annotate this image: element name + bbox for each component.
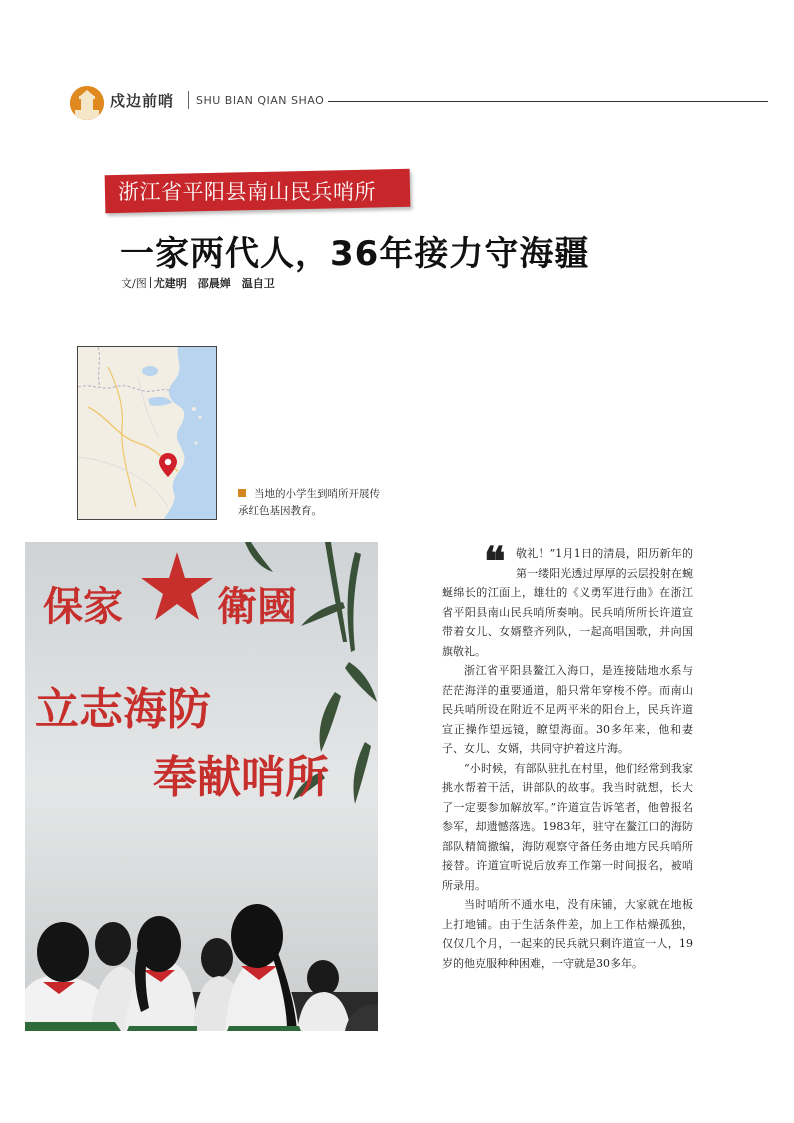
section-divider <box>188 91 189 109</box>
location-map <box>77 346 217 520</box>
wall-slogan-1: 保家 <box>43 584 123 630</box>
wall-slogan-2: 衛國 <box>217 584 297 630</box>
byline-label: 文/图 <box>121 277 147 290</box>
body-paragraph: 浙江省平阳县鳌江入海口，是连接陆地水系与茫茫海洋的重要通道，船只常年穿梭不停。而南山民兵哨所设在附近不足两平米的阳台上，民兵许道宣正操作望远镜，瞭望海面。30多年来，他和妻子、女儿、女婿，共同守护着这片海。 <box>442 664 693 755</box>
wall-slogan-4: 奉献哨所 <box>153 752 329 803</box>
section-pinyin: SHU BIAN QIAN SHAO <box>196 94 325 107</box>
article-body <box>442 538 693 973</box>
header-rule <box>328 101 768 102</box>
body-paragraph: “小时候，有部队驻扎在村里，他们经常到我家挑水帮着干活，讲部队的故事。我当时就想，长大了一定要参加解放军。”许道宣告诉笔者，他曾报名参军，却遗憾落选。1983年，驻守在鳌江口的海防部队精简撤编，海防观察守备任务由地方民兵哨所接替。许道宣听说后放弃工作第一时间报名，被哨所录用。 <box>442 761 693 892</box>
photo-caption: 当地的小学生到哨所开展传承红色基因教育。 <box>238 488 380 517</box>
opening-quote-icon: ❝ <box>484 538 506 585</box>
article-title: 一家两代人，36年接力守海疆 <box>120 234 590 274</box>
body-paragraph: 当时哨所不通水电，没有床铺，大家就在地板上打地铺。由于生活条件差，加上工作枯燥孤独，仅仅几个月，一起来的民兵就只剩许道宣一人，19岁的他克服种种困难，一守就是30多年。 <box>442 898 693 970</box>
byline <box>121 275 275 291</box>
body-paragraph: 敬礼！”1月1日的清晨，阳历新年的第一缕阳光透过厚厚的云层投射在蜿蜒绵长的江面上，雄壮的《义勇军进行曲》在浙江省平阳县南山民兵哨所奏响。民兵哨所所长许道宣带着女儿、女婿整齐列队，一起高唱国歌，并向国旗敬礼。 <box>442 547 693 658</box>
schoolchildren-photo <box>25 542 378 1031</box>
wall-slogan-3: 立志海防 <box>35 684 211 735</box>
kicker-text: 浙江省平阳县南山民兵哨所 <box>118 180 376 204</box>
byline-authors: 尤建明 邵晨婵 温自卫 <box>153 277 275 290</box>
section-name: 戍边前哨 <box>110 92 175 110</box>
section-logo-icon <box>70 86 104 120</box>
